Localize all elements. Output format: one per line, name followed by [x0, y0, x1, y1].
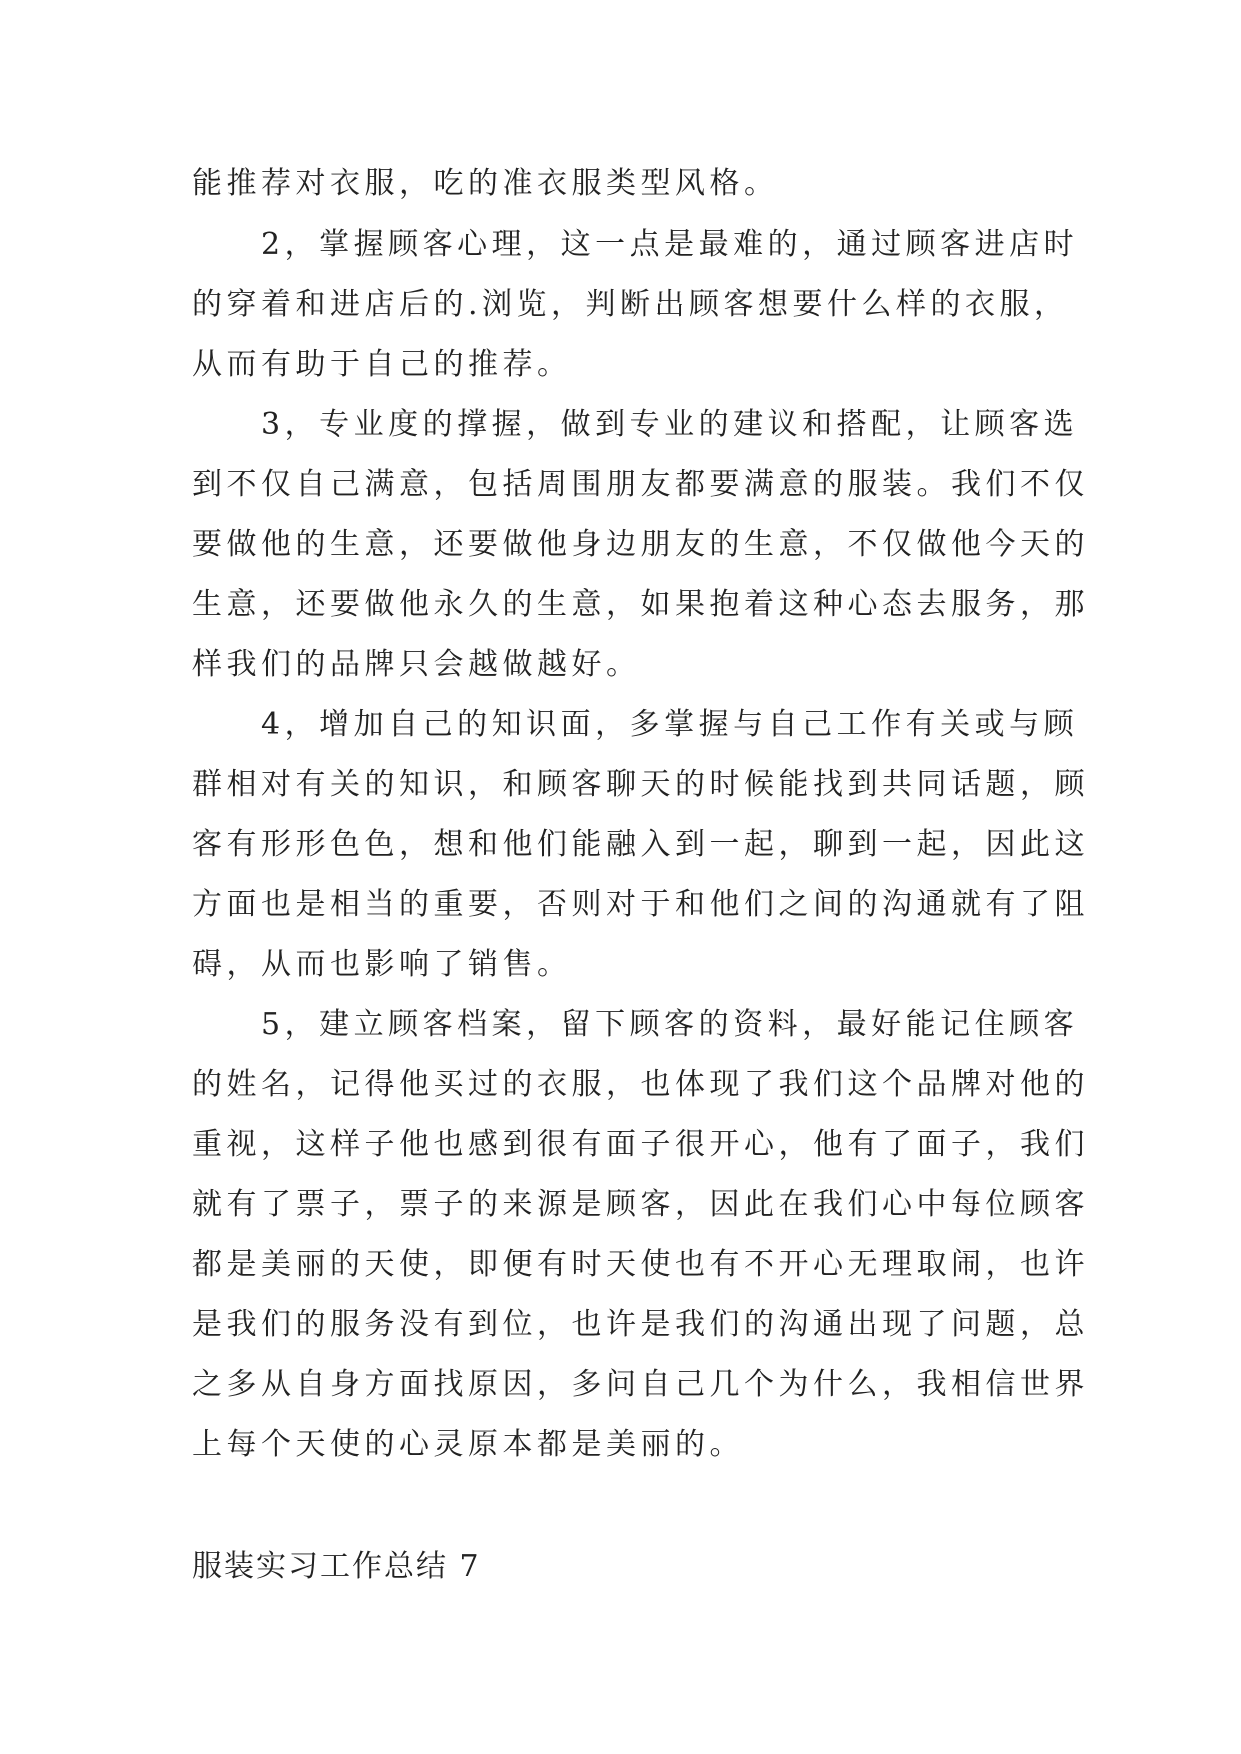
- text-line: 是我们的服务没有到位，也许是我们的沟通出现了问题，总: [192, 1307, 1089, 1342]
- text-line: 的穿着和进店后的.浏览，判断出顾客想要什么样的衣服，: [192, 287, 1069, 322]
- text-line: 3，专业度的撑握，做到专业的建议和搭配，让顾客选: [192, 407, 1079, 442]
- text-line: 能推荐对衣服，吃的准衣服类型风格。: [192, 166, 779, 201]
- text-line: 之多从自身方面找原因，多问自己几个为什么，我相信世界: [192, 1367, 1089, 1402]
- text-line: 就有了票子，票子的来源是顾客，因此在我们心中每位顾客: [192, 1187, 1089, 1222]
- text-line: 样我们的品牌只会越做越好。: [192, 647, 641, 682]
- text-line: 2，掌握顾客心理，这一点是最难的，通过顾客进店时: [192, 227, 1079, 262]
- text-line: 从而有助于自己的推荐。: [192, 347, 572, 382]
- section-heading: 服装实习工作总结 7: [192, 1549, 481, 1584]
- text-line: 方面也是相当的重要，否则对于和他们之间的沟通就有了阻: [192, 887, 1089, 922]
- text-line: 4，增加自己的知识面，多掌握与自己工作有关或与顾: [192, 707, 1079, 742]
- text-line: 生意，还要做他永久的生意，如果抱着这种心态去服务，那: [192, 587, 1089, 622]
- text-line: 的姓名，记得他买过的衣服，也体现了我们这个品牌对他的: [192, 1067, 1089, 1102]
- text-line: 上每个天使的心灵原本都是美丽的。: [192, 1427, 744, 1462]
- text-line: 重视，这样子他也感到很有面子很开心，他有了面子，我们: [192, 1127, 1089, 1162]
- text-line: 要做他的生意，还要做他身边朋友的生意，不仅做他今天的: [192, 527, 1089, 562]
- text-line: 都是美丽的天使，即便有时天使也有不开心无理取闹，也许: [192, 1247, 1089, 1282]
- text-line: 群相对有关的知识，和顾客聊天的时候能找到共同话题，顾: [192, 767, 1089, 802]
- text-line: 客有形形色色，想和他们能融入到一起，聊到一起，因此这: [192, 827, 1089, 862]
- text-line: 5，建立顾客档案，留下顾客的资料，最好能记住顾客: [192, 1007, 1079, 1042]
- text-line: 碍，从而也影响了销售。: [192, 947, 572, 982]
- text-line: 到不仅自己满意，包括周围朋友都要满意的服装。我们不仅: [192, 467, 1089, 502]
